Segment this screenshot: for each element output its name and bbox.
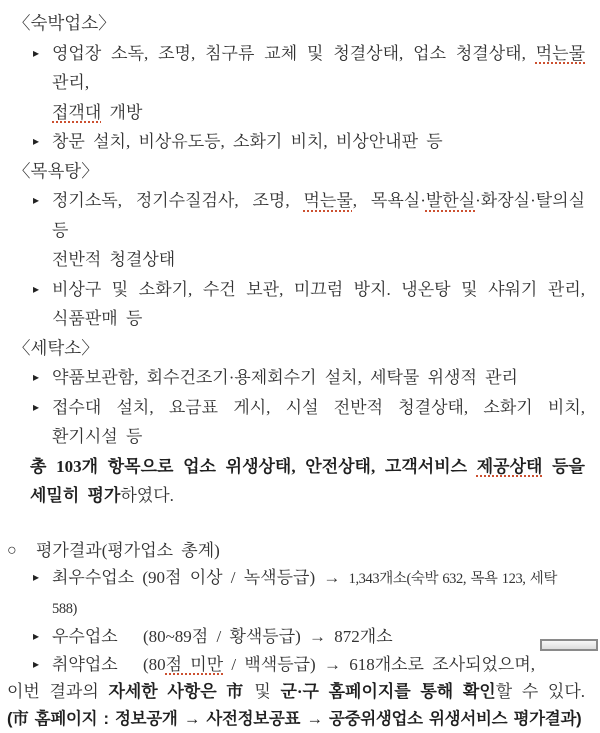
bullet-icon: ▸ <box>33 393 39 423</box>
text-segment: 정기소독, 정기수질검사, 조명, <box>52 191 304 210</box>
results-best-row <box>0 564 585 623</box>
bullet-icon: ▸ <box>33 127 39 157</box>
section-gap <box>0 511 585 537</box>
laundry-bullet2-line2 <box>0 422 585 452</box>
text-segment: 자세한 사항은 市 <box>108 682 244 701</box>
homepage-path-text <box>7 710 581 728</box>
spellcheck-underlined-text: 점 미만 <box>166 655 224 674</box>
bullet-icon: ▸ <box>33 623 39 651</box>
spellcheck-underlined-text: 발한실 <box>426 191 475 210</box>
bullet-icon: ▸ <box>33 564 39 592</box>
lodging-bullet1-line2 <box>0 98 585 128</box>
bullet-icon: ▸ <box>33 186 39 216</box>
lodging-bullet1-line1 <box>0 39 585 98</box>
text-segment: 할 수 있다. <box>496 682 585 701</box>
bath-bullet1-text <box>52 191 585 240</box>
text-segment: 총 103개 항목으로 업소 위생상태, 안전상태, 고객서비스 <box>30 457 477 476</box>
text-segment: 식품판매 등 <box>52 309 142 328</box>
bath-bullet1-line1 <box>0 186 585 245</box>
laundry-bullet2-line1 <box>0 393 585 423</box>
results-heading-text: 평가결과(평가업소 총계) <box>36 541 220 560</box>
text-segment: 등을 <box>542 457 585 476</box>
bath-bullet2-text-cont <box>52 309 142 328</box>
text-segment: 군·구 홈페이지를 통해 확인 <box>280 682 495 701</box>
laundry-bullet1-text <box>52 368 518 387</box>
spellcheck-underlined-text: 먹는물 <box>304 191 353 210</box>
text-segment: 최우수업소 (90점 이상 / 녹색등급) → <box>52 568 349 587</box>
bath-bullet1-text-cont <box>52 250 175 269</box>
laundry-bullet2-text <box>52 398 585 417</box>
lodging-bullet1-text-cont <box>52 103 142 122</box>
bullet-icon: ▸ <box>33 363 39 393</box>
summary-text-1 <box>30 457 585 476</box>
bullet-icon: ▸ <box>33 39 39 69</box>
laundry-bullet1 <box>0 363 585 393</box>
text-segment: 창문 설치, 비상유도등, 소화기 비치, 비상안내판 등 <box>52 132 443 151</box>
text-segment: 비상구 및 소화기, 수건 보관, 미끄럼 방지. 냉온탕 및 샤워기 관리, <box>52 280 585 299</box>
spellcheck-underlined-text: 먹는물 <box>536 44 585 63</box>
results-best-text <box>52 568 557 617</box>
text-segment: 우수업소 (80~89점 / 황색등급) → 872개소 <box>52 627 393 646</box>
results-closing-text <box>7 682 585 701</box>
circle-list-marker: ○ <box>7 537 17 565</box>
cropped-ui-element <box>540 639 598 651</box>
text-segment: / 백색등급) → 618개소로 조사되었으며, <box>223 655 535 674</box>
bullet-icon: ▸ <box>33 275 39 305</box>
results-weak-text <box>52 655 535 674</box>
text-segment: 1,343개소(숙박 632, 목욕 123, 세탁 588) <box>52 571 557 617</box>
bath-bullet2-line2 <box>0 304 585 334</box>
bath-section-heading: 〈목욕탕〉 <box>0 157 585 187</box>
text-segment: 세밀히 평가 <box>30 486 120 505</box>
lodging-section-heading: 〈숙박업소〉 <box>0 9 585 39</box>
spellcheck-underlined-text: 접객대 <box>52 103 101 122</box>
results-heading <box>0 537 585 565</box>
bath-bullet1-line2 <box>0 245 585 275</box>
text-segment: 전반적 청결상태 <box>52 250 175 269</box>
lodging-bullet2 <box>0 127 585 157</box>
text-segment: 취약업소 (80 <box>52 655 166 674</box>
text-segment: 이번 결과의 <box>7 682 108 701</box>
homepage-path-line <box>0 706 585 733</box>
results-section <box>0 537 585 733</box>
text-segment: 관리, <box>52 73 89 92</box>
text-segment: 하였다. <box>120 486 174 505</box>
results-good-text <box>52 627 393 646</box>
text-segment: ·화장실·탈의실 등 <box>52 191 585 240</box>
bath-bullet2-text <box>52 280 585 299</box>
spellcheck-underlined-text: 제공상태 <box>477 457 543 476</box>
text-segment: 영업장 소독, 조명, 침구류 교체 및 청결상태, 업소 청결상태, <box>52 44 536 63</box>
lodging-bullet2-text <box>52 132 443 151</box>
text-segment: 접수대 설치, 요금표 게시, 시설 전반적 청결상태, 소화기 비치, <box>52 398 585 417</box>
text-segment: 및 <box>245 682 281 701</box>
results-closing-line <box>0 678 585 706</box>
text-segment: 개방 <box>101 103 142 122</box>
summary-line1 <box>0 452 585 482</box>
results-good-row <box>0 623 585 651</box>
lodging-bullet1-text <box>52 44 585 93</box>
summary-line2 <box>0 481 585 511</box>
text-segment: 환기시설 등 <box>52 427 142 446</box>
text-segment: 약품보관함, 회수건조기·용제회수기 설치, 세탁물 위생적 관리 <box>52 368 518 387</box>
laundry-section-heading: 〈세탁소〉 <box>0 334 585 364</box>
bullet-icon: ▸ <box>33 651 39 679</box>
summary-text-2 <box>30 486 174 505</box>
results-weak-row <box>0 651 585 679</box>
text-segment: (市 홈페이지 : 정보공개 → 사전정보공표 → 공중위생업소 위생서비스 평가결과) <box>7 710 581 728</box>
text-segment: , 목욕실· <box>353 191 426 210</box>
laundry-bullet2-text-cont <box>52 427 142 446</box>
bath-bullet2-line1 <box>0 275 585 305</box>
